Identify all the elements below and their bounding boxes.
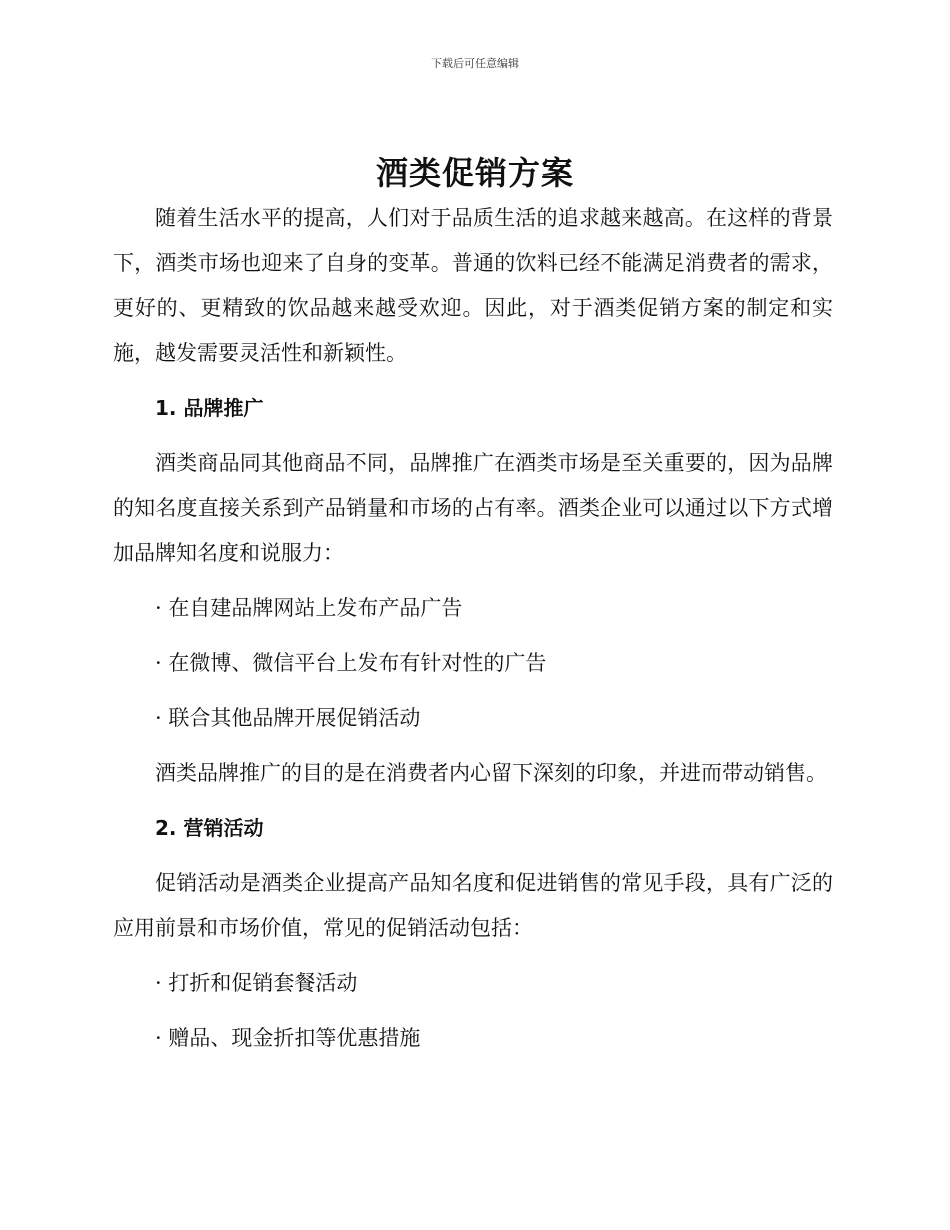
document-body (113, 196, 833, 1061)
intro-paragraph: 随着生活水平的提高，人们对于品质生活的追求越来越高。在这样的背景下，酒类市场也迎来了自身的变革。普通的饮料已经不能满足消费者的需求，更好的、更精致的饮品越来越受欢迎。因此，对于酒类促销方案的制定和实施，越发需要灵活性和新颖性。 (113, 206, 833, 365)
list-item: · 打折和促销套餐活动 (155, 971, 358, 995)
section1-paragraph: 酒类商品同其他商品不同，品牌推广在酒类市场是至关重要的，因为品牌的知名度直接关系到产品销量和市场的占有率。酒类企业可以通过以下方式增加品牌知名度和说服力： (113, 451, 833, 565)
list-item: · 联合其他品牌开展促销活动 (155, 706, 421, 730)
list-item: · 在自建品牌网站上发布产品广告 (155, 596, 463, 620)
section-heading-marketing: 2. 营销活动 (155, 816, 264, 840)
list-item: · 在微博、微信平台上发布有针对性的广告 (155, 651, 547, 675)
document-title: 酒类促销方案 (375, 154, 574, 192)
section-heading-brand: 1. 品牌推广 (155, 396, 264, 420)
section1-closing-paragraph: 酒类品牌推广的目的是在消费者内心留下深刻的印象，并进而带动销售。 (155, 761, 827, 785)
list-item: · 赠品、现金折扣等优惠措施 (155, 1026, 421, 1050)
header-note: 下载后可任意编辑 (431, 57, 519, 70)
section2-paragraph: 促销活动是酒类企业提高产品知名度和促进销售的常见手段，具有广泛的应用前景和市场价值，常见的促销活动包括： (113, 871, 833, 940)
